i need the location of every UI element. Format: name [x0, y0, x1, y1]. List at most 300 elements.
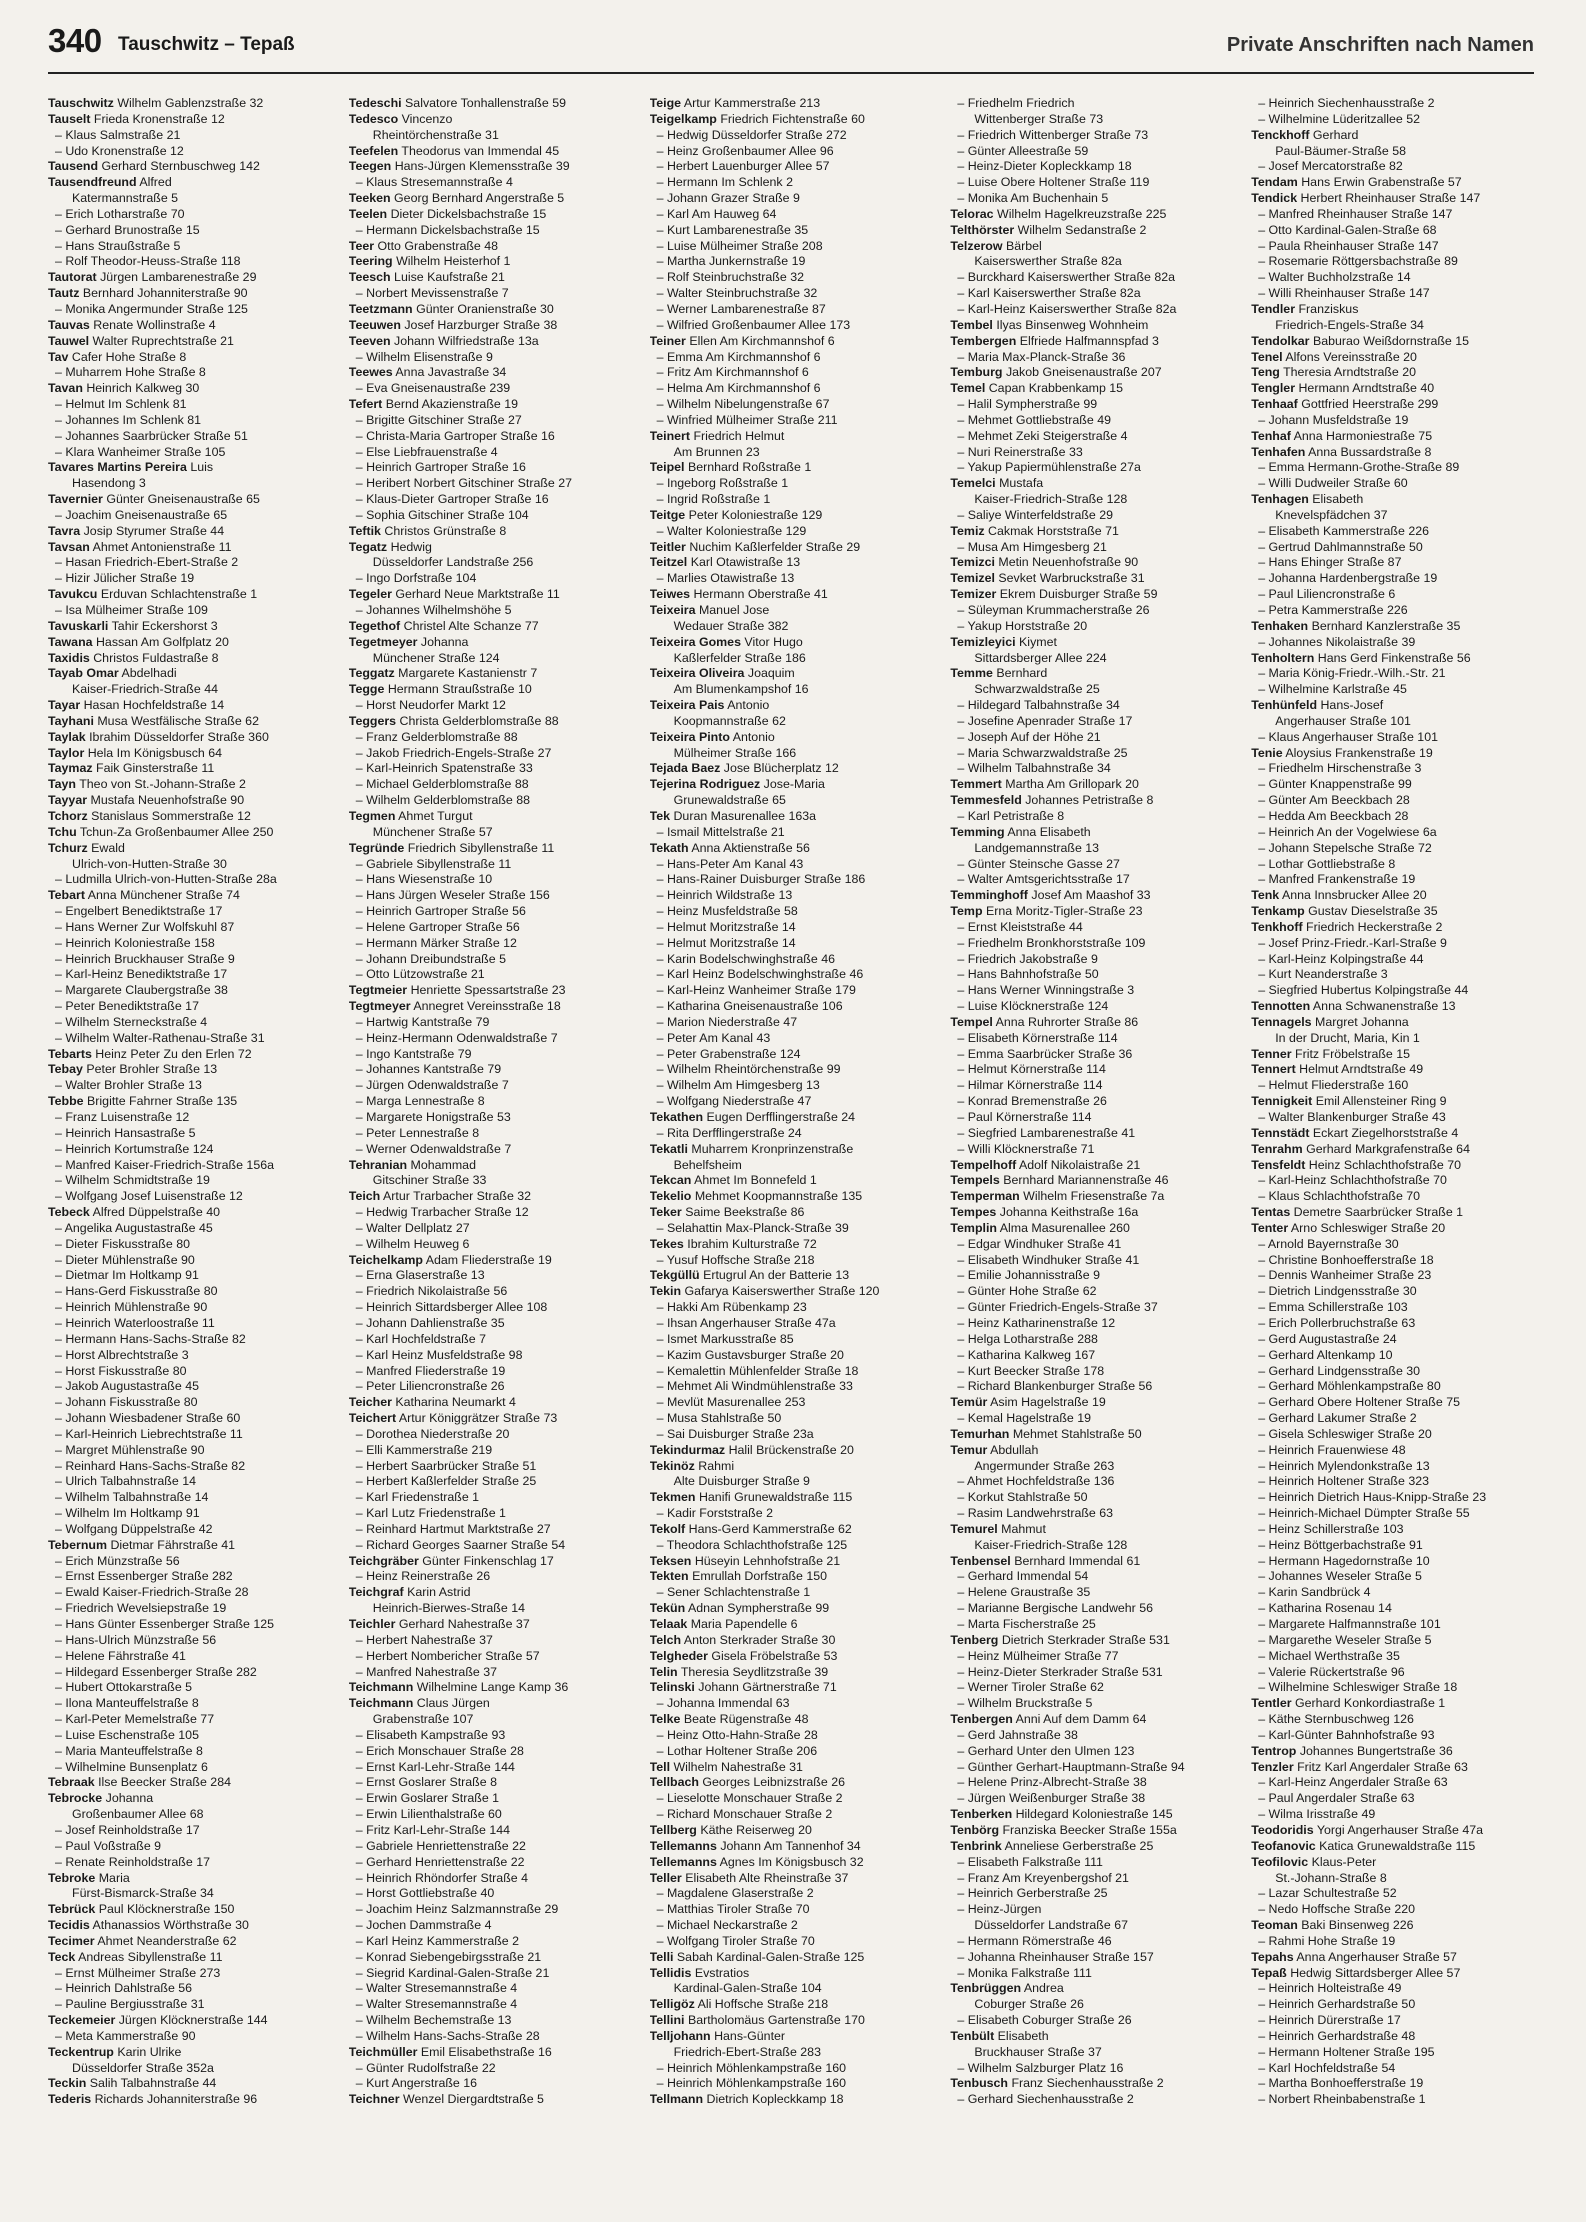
listing-entry: – Richard Georges Saarner Straße 54 [355, 1537, 566, 1552]
entry-text: Hans Werner Winningstraße 3 [967, 983, 1135, 998]
listing-entry: – Wilhelm Salzburger Platz 16 [957, 2060, 1124, 2075]
listing-entry: – Monika Am Buchenhain 5 [957, 191, 1109, 206]
entry-text: Alfred [139, 175, 172, 190]
entry-text: Heribert Norbert Gitschiner Straße 27 [366, 476, 573, 491]
entry-text: Henriette Spessartstraße 23 [410, 983, 566, 998]
entry-text: Heinrich Frauenwiese 48 [1268, 1442, 1406, 1457]
entry-text: Mevlüt Masurenallee 253 [666, 1395, 806, 1410]
listing-entry: – Erich Monschauer Straße 28 [355, 1743, 524, 1758]
listing-entry: – Margret Mühlenstraße 90 [55, 1442, 205, 1457]
listing-entry: – Ahmet Hochfeldstraße 136 [957, 1474, 1115, 1489]
surname: Tempelhoff [950, 1157, 1017, 1172]
entry-text: Marga Lennestraße 8 [366, 1094, 485, 1109]
listing-entry: – Hildegard Essenberger Straße 282 [55, 1664, 257, 1679]
listing-entry [349, 1253, 636, 1269]
entry-text: Renate Wollinstraße 4 [93, 317, 216, 332]
listing-entry: – Willi Klöcknerstraße 71 [957, 1141, 1095, 1156]
listing-entry: – Ilona Manteuffelstraße 8 [55, 1696, 199, 1711]
entry-text: Kaiser-Friedrich-Straße 128 [974, 1537, 1128, 1552]
listing-entry [650, 1775, 937, 1791]
entry-text: Bartholomäus Gartenstraße 170 [687, 2013, 865, 2028]
entry-text: Johanna Rheinhauser Straße 157 [967, 1949, 1154, 1964]
listing-entry: – Peter Benediktstraße 17 [55, 999, 199, 1014]
entry-text: Gerhard Lindgensstraße 30 [1268, 1363, 1421, 1378]
entry-text: Gerhard Markgrafenstraße 64 [1306, 1141, 1470, 1156]
entry-text: Faik Ginsterstraße 11 [96, 761, 215, 776]
entry-text: Aloysius Frankenstraße 19 [1285, 745, 1433, 760]
entry-text: Rahmi Hohe Straße 19 [1268, 1933, 1396, 1948]
surname: Temurhan [950, 1426, 1010, 1441]
entry-text: Eva Gneisenaustraße 239 [366, 381, 511, 396]
listing-entry: – Johann Dahlienstraße 35 [355, 1315, 505, 1330]
surname: Taylak [48, 729, 86, 744]
listing-entry [650, 540, 937, 556]
listing-entry: – Luise Mülheimer Straße 208 [656, 238, 823, 253]
entry-text: Musa Am Himgesberg 21 [967, 539, 1107, 554]
surname: Teering [348, 254, 393, 269]
entry-text: Günter Alleestraße 59 [967, 143, 1089, 158]
listing-entry: – Gerhard Lakumer Straße 2 [1258, 1411, 1417, 1426]
listing-entry [650, 1997, 937, 2013]
listing-entry [1251, 318, 1538, 334]
listing-entry [1251, 1047, 1538, 1063]
listing-entry: – Horst Albrechtstraße 3 [55, 1347, 189, 1362]
entry-text: Walter Ruprechtstraße 21 [92, 333, 234, 348]
surname: Tenhaaf [1251, 397, 1298, 412]
entry-text: Karl-Peter Memelstraße 77 [65, 1712, 215, 1727]
entry-text: Jakob Friedrich-Engels-Straße 27 [366, 745, 552, 760]
entry-text: Kazim Gustavsburger Straße 20 [666, 1347, 844, 1362]
entry-text: Heinrich Gerhardstraße 48 [1268, 2028, 1416, 2043]
entry-text: Josef Reinholdstraße 17 [65, 1822, 200, 1837]
listing-entry: – Ingo Kantstraße 79 [355, 1046, 472, 1061]
surname: Tebroke [48, 1870, 96, 1885]
entry-text: Petra Kammerstraße 226 [1268, 603, 1408, 617]
entry-text: Mehmet Ali Windmühlenstraße 33 [666, 1379, 853, 1394]
listing-entry: – Günter Hohe Straße 62 [957, 1284, 1097, 1299]
listing-entry: – Wilhelm Sterneckstraße 4 [55, 1014, 208, 1029]
entry-text: Joaquim [747, 666, 795, 681]
entry-text: Georg Bernhard Angerstraße 5 [394, 191, 565, 206]
listing-entry: – Paul Angerdaler Straße 63 [1258, 1791, 1415, 1806]
entry-text: Christine Bonhoefferstraße 18 [1268, 1252, 1434, 1267]
entry-text: Heinz Katharinenstraße 12 [967, 1315, 1116, 1330]
entry-text: Marlies Otawistraße 13 [666, 571, 795, 586]
listing-entry: – Franz Gelderblomstraße 88 [355, 729, 518, 744]
surname: Tauwel [48, 333, 90, 348]
surname: Temp [950, 904, 983, 919]
surname: Teng [1251, 365, 1280, 380]
entry-text: Wilhelm Talbahnstraße 14 [65, 1490, 209, 1505]
listing-entry: – Wolfgang Tiroler Straße 70 [656, 1933, 815, 1948]
entry-text: Angelika Augustastraße 45 [64, 1220, 213, 1235]
surname: Teckentrup [48, 2044, 114, 2059]
entry-text: Christel Alte Schanze 77 [403, 618, 539, 633]
listing-entry [1251, 1950, 1538, 1966]
listing-entry [1251, 746, 1538, 762]
surname: Teckemeier [48, 2013, 116, 2028]
entry-text: Wilhelm Sedanstraße 2 [1017, 222, 1147, 237]
listing-entry: – Heinrich Mylendonkstraße 13 [1258, 1458, 1430, 1473]
entry-text: Heinrich Dahlstraße 56 [65, 1981, 193, 1996]
surname: Tegtmeyer [348, 999, 411, 1014]
entry-text: Emrullah Dorfstraße 150 [692, 1569, 828, 1584]
entry-text: Johannes Petristraße 8 [1025, 793, 1154, 808]
listing-entry: – Ihsan Angerhauser Straße 47a [656, 1315, 836, 1330]
listing-entry [950, 1015, 1237, 1031]
entry-text: Angermunder Straße 263 [974, 1458, 1115, 1473]
entry-text: Dietrich Lindgensstraße 30 [1268, 1284, 1417, 1299]
surname: Tejada Baez [649, 761, 721, 776]
entry-text: Elisabeth Kammerstraße 226 [1268, 523, 1429, 538]
entry-text: Gerhard Nahestraße 37 [398, 1617, 530, 1631]
listing-entry: – Ismet Markusstraße 85 [656, 1331, 794, 1346]
entry-text: Margret Mühlenstraße 90 [65, 1442, 205, 1457]
surname: Teckin [48, 2076, 87, 2091]
surname: Tausend [48, 159, 99, 174]
surname: Tebrück [48, 1902, 96, 1917]
surname: Teofilovic [1251, 1854, 1309, 1869]
surname: Tellemanns [649, 1854, 717, 1869]
listing-entry [349, 1554, 636, 1570]
entry-text: Käthe Reiserweg 20 [700, 1822, 812, 1837]
entry-text: Wolfgang Düppelstraße 42 [65, 1521, 213, 1536]
entry-text: Wilhelmine Lange Kamp 36 [416, 1680, 569, 1695]
listing-entry: – Muharrem Hohe Straße 8 [55, 365, 206, 380]
entry-text: Johanna Keithstraße 16a [999, 1205, 1139, 1220]
entry-text: Hans-Rainer Duisburger Straße 186 [666, 872, 866, 887]
entry-text: Gabriele Henriettenstraße 22 [366, 1838, 526, 1853]
listing-entry [48, 761, 335, 777]
listing-entry: – Karl Hochfeldstraße 54 [1258, 2060, 1396, 2075]
entry-text: Ewald [91, 840, 125, 855]
entry-text: Claus Jürgen [416, 1696, 490, 1711]
listing-entry: – Ernst Essenberger Straße 282 [55, 1569, 233, 1584]
entry-text: Fritz Karl Angerdaler Straße 63 [1297, 1759, 1468, 1774]
listing-entry: – Else Liebfrauenstraße 4 [355, 444, 498, 459]
listing-entry [650, 746, 937, 762]
entry-text: Hildegard Essenberger Straße 282 [65, 1664, 257, 1679]
surname: Tenner [1251, 1046, 1292, 1061]
surname: Teigelkamp [649, 111, 717, 126]
listing-entry: – Otto Lützowstraße 21 [355, 967, 485, 982]
listing-entry: – Wilhelmine Lüderitzallee 52 [1258, 111, 1421, 126]
listing-entry: – Walter Stresemannstraße 4 [355, 1997, 518, 2012]
listing-entry [349, 1158, 636, 1174]
surname: Tengler [1251, 381, 1296, 396]
entry-text: Ertugrul An der Batterie 13 [703, 1268, 850, 1283]
entry-text: Wilhelm Heisterhof 1 [396, 254, 511, 269]
listing-entry: – Gabriele Sibyllenstraße 11 [355, 856, 512, 871]
entry-text: Else Liebfrauenstraße 4 [366, 444, 498, 459]
entry-text: Bernhard Kanzlerstraße 35 [1311, 618, 1461, 633]
entry-text: Martha Am Grillopark 20 [1005, 777, 1139, 792]
listing-column [48, 96, 335, 2196]
listing-entry [349, 112, 636, 128]
entry-text: Ernst Karl-Lehr-Straße 144 [366, 1759, 515, 1774]
entry-text: Helma Am Kirchmannshof 6 [666, 381, 821, 396]
entry-text: Anna Javastraße 34 [395, 365, 507, 380]
surname: Tennotten [1251, 999, 1311, 1014]
surname: Teichler [348, 1617, 396, 1631]
listing-entry [349, 1712, 636, 1728]
listing-entry: – Marta Fischerstraße 25 [957, 1617, 1096, 1631]
entry-text: Isa Mülheimer Straße 109 [65, 603, 208, 617]
listing-entry: – Heinrich Möhlenkampstraße 160 [656, 2076, 846, 2091]
listing-entry: – Paul Körnerstraße 114 [957, 1110, 1092, 1124]
entry-text: Günter Hohe Straße 62 [967, 1284, 1097, 1299]
listing-entry [349, 1189, 636, 1205]
listing-entry: – Friedhelm Hirschenstraße 3 [1258, 761, 1422, 776]
surname: Teewes [348, 365, 393, 380]
listing-entry: – Karl-Heinrich Liebrechtstraße 11 [55, 1426, 243, 1441]
listing-entry: – Heinrich Holtener Straße 323 [1258, 1474, 1429, 1489]
entry-text: Alma Masurenallee 260 [999, 1220, 1130, 1235]
listing-entry [1251, 128, 1538, 144]
surname: Tennert [1251, 1062, 1296, 1077]
listing-entry [48, 2061, 335, 2077]
listing-entry: – Hermann Hagedornstraße 10 [1258, 1553, 1430, 1568]
listing-entry: – Norbert Rheinbabenstraße 1 [1258, 2092, 1426, 2107]
listing-entry: – Johannes Wilhelmshöhe 5 [355, 603, 512, 617]
surname: Tenberken [950, 1807, 1013, 1822]
listing-entry: – Hans Werner Winningstraße 3 [957, 983, 1135, 998]
entry-text: Helmut Fliederstraße 160 [1268, 1078, 1409, 1093]
listing-entry [48, 698, 335, 714]
entry-text: Mustafa Neuenhofstraße 90 [90, 793, 245, 808]
entry-text: Sabah Kardinal-Galen-Straße 125 [676, 1949, 865, 1964]
entry-text: Ingeborg Roßstraße 1 [666, 476, 789, 491]
entry-text: Hans Ehinger Straße 87 [1268, 555, 1402, 570]
listing-entry [48, 793, 335, 809]
entry-text: Johann Dreibundstraße 5 [366, 951, 506, 966]
entry-text: Ibrahim Düsseldorfer Straße 360 [89, 729, 269, 744]
listing-entry [650, 1490, 937, 1506]
surname: Tebarts [48, 1046, 92, 1061]
entry-text: Jose Blücherplatz 12 [723, 761, 839, 776]
listing-entry: – Manfred Nahestraße 37 [355, 1664, 497, 1679]
listing-entry: – Dietrich Lindgensstraße 30 [1258, 1284, 1417, 1299]
entry-text: Mehmet Zeki Steigerstraße 4 [967, 428, 1128, 443]
listing-entry [650, 1665, 937, 1681]
surname: Tautorat [48, 270, 97, 285]
entry-text: Gerhard [1312, 127, 1359, 142]
entry-text: Gerhard Unter den Ulmen 123 [967, 1743, 1135, 1758]
listing-entry [950, 904, 1237, 920]
entry-text: Johann Dahlienstraße 35 [366, 1315, 505, 1330]
entry-text: Arno Schleswiger Straße 20 [1290, 1220, 1446, 1235]
listing-entry [48, 2045, 335, 2061]
listing-entry: – Hans Jürgen Weseler Straße 156 [355, 888, 550, 903]
entry-text: Coburger Straße 26 [974, 1997, 1084, 2012]
surname: Temburg [950, 365, 1003, 380]
listing-entry: – Sai Duisburger Straße 23a [656, 1426, 814, 1441]
listing-entry: – Heinrich Waterloostraße 11 [55, 1315, 215, 1330]
entry-text: Heinrich Wildstraße 13 [666, 888, 793, 903]
listing-entry [349, 128, 636, 144]
entry-text: Karl-Günter Bahnhofstraße 93 [1268, 1727, 1435, 1742]
listing-entry: – Klara Wanheimer Straße 105 [55, 444, 226, 459]
entry-text: Kurt Neanderstraße 3 [1268, 967, 1388, 982]
surname: Tenk [1251, 888, 1280, 903]
surname: Teller [649, 1870, 682, 1885]
listing-entry [950, 1633, 1237, 1649]
entry-text: Manfred Nahestraße 37 [366, 1664, 497, 1679]
entry-text: Margarete Kastanienstr 7 [398, 666, 538, 681]
listing-entry [650, 682, 937, 698]
listing-entry: – Katharina Kalkweg 167 [957, 1347, 1096, 1362]
listing-entry: – Katharina Gneisenaustraße 106 [656, 999, 843, 1014]
entry-text: Athanassios Wörthstraße 30 [92, 1918, 249, 1933]
listing-entry [650, 1110, 937, 1126]
entry-text: Anneliese Gerberstraße 25 [1004, 1838, 1154, 1853]
listing-entry [349, 999, 636, 1015]
listing-entry [48, 524, 335, 540]
listing-entry [349, 841, 636, 857]
surname: Tayn [48, 777, 76, 792]
entry-text: Heinrich-Michael Dümpter Straße 55 [1268, 1506, 1470, 1521]
entry-text: Herbert Nombericher Straße 57 [366, 1648, 540, 1663]
entry-text: Franz Am Kreyenbergshof 21 [967, 1870, 1129, 1885]
entry-text: Karl Heinz Bodelschwinghstraße 46 [666, 967, 864, 982]
listing-entry [950, 2029, 1237, 2045]
entry-text: Luise Mülheimer Straße 208 [666, 238, 823, 253]
listing-entry [650, 1205, 937, 1221]
entry-text: Heinrich Gerberstraße 25 [967, 1886, 1108, 1901]
listing-entry [650, 460, 937, 476]
entry-text: Gustav Dieselstraße 35 [1308, 904, 1438, 919]
entry-text: Herbert Rheinhauser Straße 147 [1300, 191, 1481, 206]
listing-entry: – Erich Münzstraße 56 [55, 1553, 180, 1568]
listing-entry: – Jakob Friedrich-Engels-Straße 27 [355, 745, 552, 760]
entry-text: Katharina Gneisenaustraße 106 [666, 999, 843, 1014]
entry-text: Grunewaldstraße 65 [673, 793, 786, 808]
entry-text: Wolfgang Josef Luisenstraße 12 [65, 1189, 243, 1204]
surname: Tennstädt [1251, 1125, 1310, 1140]
listing-entry: – Karl-Heinrich Spatenstraße 33 [355, 761, 533, 776]
listing-entry: – Karl Petristraße 8 [957, 808, 1065, 823]
surname: Tell [649, 1759, 671, 1774]
entry-text: Dieter Dickelsbachstraße 15 [390, 206, 547, 221]
surname: Tenkhoff [1251, 919, 1303, 934]
entry-text: Yusuf Hoffsche Straße 218 [666, 1252, 815, 1267]
listing-entry: – Johanna Immendal 63 [656, 1696, 790, 1711]
listing-entry [650, 1966, 937, 1982]
listing-entry: – Saliye Winterfeldstraße 29 [957, 507, 1114, 522]
listing-entry: – Heinrich Hansastraße 5 [55, 1125, 196, 1140]
listing-entry: – Hans Wiesenstraße 10 [355, 872, 493, 887]
listing-entry: – Karl Kaiserswerther Straße 82a [957, 286, 1141, 301]
listing-entry [650, 793, 937, 809]
entry-text: Karin Sandbrück 4 [1268, 1585, 1371, 1600]
entry-text: Kaiser-Friedrich-Straße 44 [72, 682, 218, 697]
listing-entry [48, 96, 335, 112]
listing-entry: – Peter Grabenstraße 124 [656, 1046, 801, 1061]
entry-text: Konrad Siebengebirgsstraße 21 [366, 1949, 542, 1964]
listing-entry: – Reinhard Hartmut Marktstraße 27 [355, 1521, 551, 1536]
entry-text: Korkut Stahlstraße 50 [967, 1490, 1088, 1505]
listing-entry: – Karin Bodelschwinghstraße 46 [656, 951, 835, 966]
listing-entry [349, 555, 636, 571]
listing-entry [48, 286, 335, 302]
entry-text: Hans-Peter Am Kanal 43 [666, 856, 804, 871]
entry-text: Jochen Dammstraße 4 [366, 1918, 492, 1933]
entry-text: Ludmilla Ulrich-von-Hutten-Straße 28a [65, 872, 277, 887]
listing-entry [650, 1142, 937, 1158]
entry-text: Josef Mercatorstraße 82 [1268, 159, 1403, 174]
listing-entry: – Musa Am Himgesberg 21 [957, 539, 1107, 554]
entry-text: Salih Talbahnstraße 44 [89, 2076, 217, 2091]
entry-text: Selahattin Max-Planck-Straße 39 [666, 1220, 849, 1235]
entry-text: Emil Allensteiner Ring 9 [1315, 1094, 1447, 1109]
listing-entry [650, 1617, 937, 1633]
entry-text: Walter Dellplatz 27 [366, 1220, 470, 1235]
listing-entry: – Johann Fiskusstraße 80 [55, 1395, 198, 1410]
listing-entry: – Ernst Mülheimer Straße 273 [55, 1965, 221, 1980]
listing-entry [349, 397, 636, 413]
surname: Tekgüllü [649, 1268, 700, 1283]
entry-text: Wilhelmine Bunsenplatz 6 [65, 1759, 208, 1774]
entry-text: Anna Innsbrucker Allee 20 [1281, 888, 1427, 903]
entry-text: Walter Steinbruchstraße 32 [666, 286, 818, 301]
entry-text: Franz Luisenstraße 12 [65, 1110, 190, 1124]
listing-entry: – Wilhelmine Bunsenplatz 6 [55, 1759, 208, 1774]
listing-entry: – Johannes Nikolaistraße 39 [1258, 634, 1416, 649]
entry-text: Hedwig Sittardsberger Allee 57 [1290, 1965, 1461, 1980]
entry-text: Wilhelm Hagelkreuzstraße 225 [997, 206, 1167, 221]
entry-text: Wilhelm Schmidtstraße 19 [65, 1173, 210, 1188]
entry-text: Theodora Schlachthofstraße 125 [666, 1537, 848, 1552]
listing-entry: – Karl Am Hauweg 64 [656, 206, 777, 221]
entry-text: Helene Graustraße 35 [967, 1585, 1091, 1600]
listing-entry [650, 334, 937, 350]
entry-text: Adam Fliederstraße 19 [425, 1252, 552, 1267]
listing-entry [650, 2013, 937, 2029]
listing-entry: – Theodora Schlachthofstraße 125 [656, 1537, 848, 1552]
surname: Telli [649, 1949, 674, 1964]
entry-text: Gerd Jahnstraße 38 [967, 1727, 1078, 1742]
entry-text: Heinrich Mühlenstraße 90 [65, 1300, 208, 1315]
listing-entry [48, 1807, 335, 1823]
entry-text: Elisabeth Alte Rheinstraße 37 [685, 1870, 849, 1885]
surname: Tekmen [649, 1490, 696, 1505]
entry-text: Johannes Weseler Straße 5 [1268, 1569, 1422, 1584]
entry-text: Hans-Gerd Fiskusstraße 80 [65, 1284, 218, 1299]
listing-entry [1251, 1744, 1538, 1760]
entry-text: Edgar Windhuker Straße 41 [967, 1236, 1122, 1251]
entry-text: Eckart Ziegelhorststraße 4 [1312, 1125, 1459, 1140]
surname: Tenrahm [1251, 1141, 1303, 1156]
listing-entry: – Walter Brohler Straße 13 [55, 1078, 202, 1093]
surname: Tenhagen [1251, 492, 1309, 507]
entry-text: Koopmannstraße 62 [673, 713, 786, 728]
surname: Tenie [1251, 745, 1283, 760]
listing-entry [349, 714, 636, 730]
entry-text: Karl-Heinz Schlachthofstraße 70 [1268, 1173, 1447, 1188]
entry-text: Johanna [105, 1791, 154, 1806]
listing-entry: – Kurt Neanderstraße 3 [1258, 967, 1388, 982]
entry-text: Heinz-Dieter Sterkrader Straße 531 [967, 1664, 1163, 1679]
listing-entry: – Gerhard Lindgensstraße 30 [1258, 1363, 1421, 1378]
entry-text: Rasim Landwehrstraße 63 [967, 1506, 1114, 1521]
entry-text: Wilma Irisstraße 49 [1268, 1807, 1376, 1822]
listing-entry: – Yakup Papiermühlenstraße 27a [957, 460, 1141, 475]
entry-text: Friedrich Helmut [693, 428, 785, 443]
surname: Tellidis [649, 1965, 692, 1980]
listing-entry: – Renate Reinholdstraße 17 [55, 1854, 210, 1869]
entry-text: Luise Kaufstraße 21 [394, 270, 505, 285]
listing-entry: – Klaus Salmstraße 21 [55, 127, 181, 142]
